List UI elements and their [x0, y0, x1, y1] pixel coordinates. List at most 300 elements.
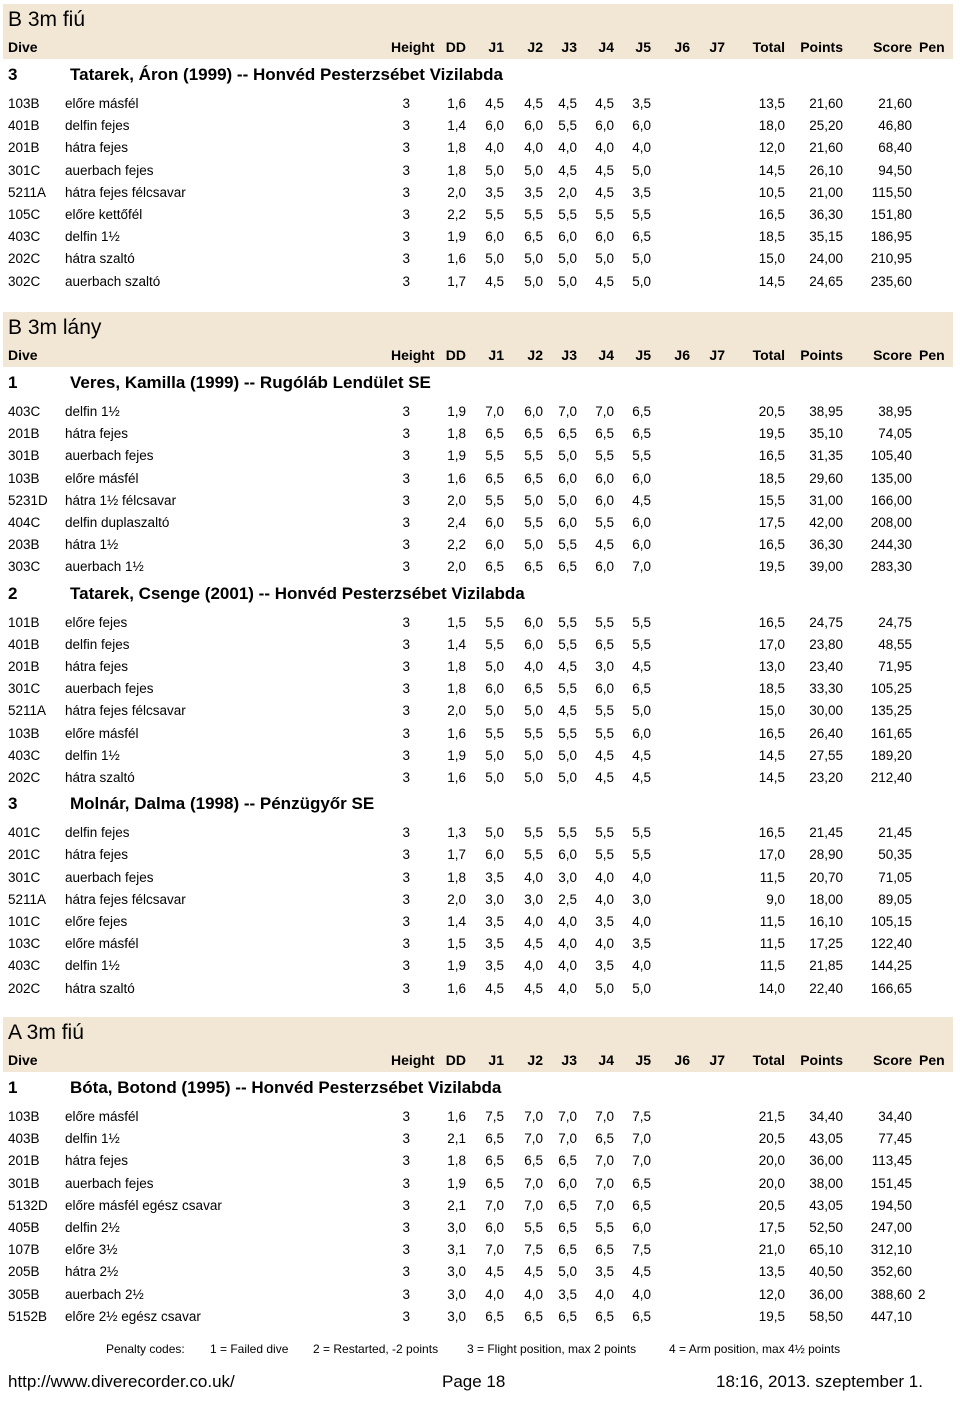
judge-4: 4,0: [595, 140, 614, 156]
judge-4: 4,5: [595, 770, 614, 785]
dd: 2,4: [447, 515, 466, 530]
judge-4: 6,0: [595, 681, 614, 697]
judge-4: 5,5: [595, 207, 614, 222]
score: 46,80: [878, 118, 912, 134]
height: 3: [402, 448, 410, 464]
judge-3: 7,0: [558, 404, 577, 419]
header-j2: J2: [527, 39, 543, 55]
judge-4: 6,5: [595, 636, 614, 652]
table-header: [3, 1048, 953, 1072]
judge-1: 5,5: [485, 492, 504, 508]
header-j3: J3: [561, 39, 577, 55]
judge-4: 7,0: [595, 1197, 614, 1213]
dive-row: [0, 844, 960, 866]
score: 71,05: [878, 869, 912, 885]
dive-row: [0, 271, 960, 293]
judge-5: 4,5: [632, 659, 651, 674]
judge-2: 7,5: [524, 1242, 543, 1258]
dd: 3,0: [447, 1220, 466, 1235]
total: 11,5: [759, 936, 785, 952]
dd: 1,8: [447, 659, 466, 674]
height: 3: [402, 426, 410, 442]
dive-description: előre másfél: [65, 725, 139, 741]
competitor-rank: 3: [8, 65, 18, 84]
points: 28,90: [809, 847, 843, 863]
total: 15,0: [758, 703, 785, 719]
dd: 1,6: [447, 980, 466, 996]
judge-5: 6,0: [632, 537, 651, 553]
judge-5: 4,5: [632, 1264, 651, 1280]
judge-3: 4,5: [558, 703, 577, 719]
judge-5: 6,5: [632, 681, 651, 697]
judge-4: 7,0: [595, 404, 614, 419]
judge-3: 4,5: [558, 162, 577, 178]
judge-4: 6,5: [595, 426, 614, 442]
dd: 1,7: [447, 273, 466, 289]
dd: 2,0: [447, 184, 466, 200]
total: 20,0: [758, 1153, 785, 1169]
judge-3: 6,5: [558, 559, 577, 575]
section-title: B 3m fiú: [3, 4, 953, 35]
score: 122,40: [870, 936, 912, 952]
dive-code: 5231D: [8, 492, 48, 508]
dive-description: auerbach fejes: [65, 869, 154, 885]
dive-code: 202C: [8, 251, 41, 267]
height: 3: [402, 229, 410, 245]
judge-5: 6,5: [632, 426, 651, 442]
dd: 2,0: [447, 891, 466, 907]
dive-code: 103B: [8, 96, 40, 111]
dive-code: 301C: [8, 869, 41, 885]
judge-3: 6,0: [558, 229, 577, 245]
dive-code: 403C: [8, 747, 41, 763]
height: 3: [402, 659, 410, 674]
points: 18,00: [809, 891, 843, 907]
dive-description: hátra fejes: [65, 426, 129, 442]
points: 26,40: [809, 725, 843, 741]
dive-description: előre másfél: [65, 470, 139, 486]
dive-code: 103B: [8, 725, 40, 741]
total: 14,0: [758, 980, 785, 996]
judge-2: 5,0: [524, 537, 543, 553]
judge-5: 4,0: [632, 1286, 651, 1302]
points: 31,00: [809, 492, 843, 508]
height: 3: [402, 681, 410, 697]
dive-description: hátra fejes: [65, 1153, 129, 1169]
header-j7: J7: [709, 1052, 725, 1068]
dive-description: auerbach fejes: [65, 162, 154, 178]
dive-row: [0, 612, 960, 634]
dive-description: delfin 1½: [65, 229, 120, 245]
header-j1: J1: [488, 39, 504, 55]
judge-3: 3,5: [558, 1286, 577, 1302]
judge-2: 4,0: [524, 659, 543, 674]
judge-4: 7,0: [595, 1175, 614, 1191]
judge-2: 6,0: [524, 118, 543, 134]
judge-3: 7,0: [558, 1131, 577, 1147]
dive-code: 401B: [8, 636, 40, 652]
dive-description: előre másfél: [65, 96, 139, 111]
judge-4: 4,5: [595, 162, 614, 178]
dive-code: 301B: [8, 448, 40, 464]
total: 14,5: [758, 273, 785, 289]
judge-5: 3,0: [632, 891, 651, 907]
dive-code: 201B: [8, 140, 40, 156]
dive-row: [0, 1306, 960, 1328]
judge-5: 5,0: [632, 703, 651, 719]
judge-2: 7,0: [524, 1197, 543, 1213]
judge-4: 5,5: [595, 825, 614, 841]
points: 21,45: [809, 825, 843, 841]
dd: 1,6: [447, 1109, 466, 1124]
header-j6: J6: [674, 1052, 690, 1068]
header-j3: J3: [561, 1052, 577, 1068]
dive-description: hátra 1½ félcsavar: [65, 492, 177, 508]
judge-2: 3,0: [524, 891, 543, 907]
judge-5: 6,5: [632, 229, 651, 245]
competitor-name: Bóta, Botond (1995) -- Honvéd Pesterzsébet Vizilabda: [70, 1078, 502, 1097]
dive-row: [0, 867, 960, 889]
dive-description: auerbach 1½: [65, 559, 144, 575]
judge-4: 6,0: [595, 229, 614, 245]
score: 77,45: [878, 1131, 912, 1147]
score: 34,40: [878, 1109, 912, 1124]
judge-1: 6,5: [485, 559, 504, 575]
header-score: Score: [873, 1052, 912, 1068]
dive-code: 401B: [8, 118, 40, 134]
header-total: Total: [752, 39, 785, 55]
judge-3: 2,5: [558, 891, 577, 907]
points: 36,30: [809, 537, 843, 553]
dive-code: 305B: [8, 1286, 40, 1302]
judge-3: 5,0: [558, 1264, 577, 1280]
total: 16,5: [758, 725, 785, 741]
judge-1: 5,5: [485, 725, 504, 741]
judge-4: 4,0: [595, 1286, 614, 1302]
dive-code: 401C: [8, 825, 41, 841]
judge-3: 6,0: [558, 847, 577, 863]
dive-description: auerbach fejes: [65, 681, 154, 697]
judge-5: 3,5: [632, 184, 651, 200]
total: 19,5: [758, 1308, 785, 1324]
dive-row: [0, 512, 960, 534]
dive-code: 5211A: [8, 703, 47, 719]
dive-description: delfin 1½: [65, 1131, 120, 1147]
dive-code: 302C: [8, 273, 41, 289]
score: 151,45: [870, 1175, 912, 1191]
height: 3: [402, 1286, 410, 1302]
dive-row: [0, 1239, 960, 1261]
dd: 1,6: [447, 470, 466, 486]
judge-2: 6,5: [524, 1308, 543, 1324]
judge-5: 6,0: [632, 515, 651, 530]
judge-1: 5,5: [485, 636, 504, 652]
dive-description: delfin fejes: [65, 825, 130, 841]
height: 3: [402, 559, 410, 575]
competitor-name: Tatarek, Áron (1999) -- Honvéd Pesterzsébet Vizilabda: [70, 65, 504, 84]
dive-code: 403B: [8, 1131, 40, 1147]
judge-5: 4,5: [632, 747, 651, 763]
dive-code: 405B: [8, 1220, 40, 1235]
total: 21,0: [758, 1242, 785, 1258]
score: 244,30: [870, 537, 912, 553]
dive-row: [0, 248, 960, 270]
dive-description: auerbach fejes: [65, 1175, 154, 1191]
total: 13,5: [758, 1264, 785, 1280]
dd: 1,6: [447, 96, 466, 111]
points: 39,00: [809, 559, 843, 575]
total: 15,5: [758, 492, 785, 508]
judge-4: 5,5: [595, 1220, 614, 1235]
judge-1: 4,5: [485, 1264, 504, 1280]
dive-row: [0, 678, 960, 700]
dive-row: [0, 423, 960, 445]
dive-row: [0, 160, 960, 182]
judge-1: 6,5: [485, 1175, 504, 1191]
dive-row: [0, 468, 960, 490]
judge-4: 5,0: [595, 251, 614, 267]
total: 16,5: [758, 537, 785, 553]
judge-5: 4,5: [632, 492, 651, 508]
dive-row: [0, 182, 960, 204]
score: 105,15: [870, 914, 912, 929]
height: 3: [402, 936, 410, 952]
total: 15,0: [758, 251, 785, 267]
judge-2: 7,0: [524, 1131, 543, 1147]
dive-code: 301C: [8, 162, 41, 178]
judge-3: 5,5: [558, 681, 577, 697]
judge-2: 6,0: [524, 614, 543, 630]
judge-5: 6,5: [632, 1175, 651, 1191]
section-title: B 3m lány: [3, 312, 953, 343]
height: 3: [402, 636, 410, 652]
dive-row: [0, 955, 960, 977]
dive-description: delfin 1½: [65, 747, 120, 763]
judge-2: 7,0: [524, 1175, 543, 1191]
penalty-code-3: 3 = Flight position, max 2 points: [467, 1342, 637, 1356]
penalty-code-4: 4 = Arm position, max 4½ points: [669, 1342, 841, 1356]
points: 38,00: [809, 1175, 843, 1191]
height: 3: [402, 118, 410, 134]
height: 3: [402, 184, 410, 200]
judge-5: 6,0: [632, 1220, 651, 1235]
judge-4: 3,5: [595, 958, 614, 974]
points: 52,50: [809, 1220, 843, 1235]
judge-5: 6,0: [632, 725, 651, 741]
dd: 2,1: [447, 1197, 466, 1213]
judge-2: 5,5: [524, 207, 543, 222]
judge-1: 5,5: [485, 614, 504, 630]
points: 23,80: [809, 636, 843, 652]
height: 3: [402, 251, 410, 267]
judge-1: 3,5: [485, 914, 504, 929]
dd: 2,0: [447, 559, 466, 575]
total: 19,5: [758, 559, 785, 575]
judge-1: 6,5: [485, 1131, 504, 1147]
judge-1: 6,0: [485, 118, 504, 134]
dive-row: [0, 1195, 960, 1217]
dive-row: [0, 204, 960, 226]
height: 3: [402, 404, 410, 419]
height: 3: [402, 470, 410, 486]
dive-row: [0, 1173, 960, 1195]
total: 17,5: [758, 1220, 785, 1235]
page-footer: [0, 1372, 960, 1396]
dive-row: [0, 445, 960, 467]
header-dive: Dive: [8, 39, 38, 55]
score: 189,20: [870, 747, 912, 763]
dive-row: [0, 1261, 960, 1283]
dive-code: 201B: [8, 1153, 40, 1169]
judge-3: 4,0: [558, 914, 577, 929]
judge-3: 6,5: [558, 1197, 577, 1213]
height: 3: [402, 96, 410, 111]
score: 166,65: [870, 980, 912, 996]
score: 283,30: [870, 559, 912, 575]
dive-code: 303C: [8, 559, 41, 575]
height: 3: [402, 1109, 410, 1124]
judge-3: 6,5: [558, 426, 577, 442]
total: 11,5: [759, 869, 785, 885]
score: 212,40: [870, 770, 912, 785]
dive-row: [0, 822, 960, 844]
dive-code: 103C: [8, 936, 41, 952]
points: 22,40: [809, 980, 843, 996]
dd: 1,8: [447, 426, 466, 442]
judge-5: 7,5: [632, 1109, 651, 1124]
judge-4: 5,5: [595, 614, 614, 630]
judge-3: 4,5: [558, 659, 577, 674]
competitor-name: Molnár, Dalma (1998) -- Pénzügyőr SE: [70, 794, 375, 814]
judge-5: 5,5: [632, 847, 651, 863]
dive-code: 403C: [8, 404, 41, 419]
judge-2: 5,5: [524, 825, 543, 841]
height: 3: [402, 614, 410, 630]
table-header: [3, 35, 953, 59]
judge-4: 6,0: [595, 559, 614, 575]
judge-1: 5,5: [485, 448, 504, 464]
height: 3: [402, 140, 410, 156]
dive-row: [0, 933, 960, 955]
judge-2: 5,0: [524, 703, 543, 719]
header-score: Score: [873, 347, 912, 363]
judge-4: 4,0: [595, 891, 614, 907]
dive-code: 5132D: [8, 1197, 48, 1213]
judge-5: 6,5: [632, 1197, 651, 1213]
score: 312,10: [870, 1242, 912, 1258]
judge-2: 6,5: [524, 681, 543, 697]
header-j1: J1: [488, 347, 504, 363]
score: 210,95: [870, 251, 912, 267]
header-j4: J4: [598, 39, 614, 55]
dd: 3,1: [447, 1242, 466, 1258]
dive-code: 101B: [8, 614, 40, 630]
judge-4: 4,5: [595, 96, 614, 111]
dive-code: 301C: [8, 681, 41, 697]
height: 3: [402, 1131, 410, 1147]
header-j2: J2: [527, 1052, 543, 1068]
dive-code: 201B: [8, 426, 40, 442]
judge-3: 6,0: [558, 515, 577, 530]
dive-description: hátra szaltó: [65, 980, 135, 996]
total: 17,0: [758, 847, 785, 863]
points: 35,10: [809, 426, 843, 442]
judge-2: 7,0: [524, 1109, 543, 1124]
header-j4: J4: [598, 1052, 614, 1068]
height: 3: [402, 1220, 410, 1235]
score: 151,80: [870, 207, 912, 222]
judge-5: 5,5: [632, 636, 651, 652]
judge-5: 6,5: [632, 404, 651, 419]
dive-row: [0, 556, 960, 578]
judge-5: 4,5: [632, 770, 651, 785]
section-title: A 3m fiú: [3, 1017, 953, 1048]
judge-1: 6,0: [485, 515, 504, 530]
header-j3: J3: [561, 347, 577, 363]
total: 18,5: [758, 229, 785, 245]
height: 3: [402, 1242, 410, 1258]
height: 3: [402, 825, 410, 841]
dive-code: 5211A: [8, 184, 47, 200]
dive-description: hátra fejes félcsavar: [65, 703, 186, 719]
dive-description: delfin 2½: [65, 1220, 120, 1235]
dive-description: hátra fejes félcsavar: [65, 184, 186, 200]
total: 11,5: [759, 958, 785, 974]
score: 144,25: [870, 958, 912, 974]
judge-1: 7,0: [485, 1242, 504, 1258]
score: 194,50: [870, 1197, 912, 1213]
header-dd: DD: [445, 1052, 466, 1068]
points: 24,00: [809, 251, 843, 267]
total: 11,5: [759, 914, 785, 929]
penalty-code-1: 1 = Failed dive: [210, 1342, 289, 1356]
judge-5: 5,5: [632, 207, 651, 222]
total: 16,5: [758, 448, 785, 464]
header-height: Height: [391, 1052, 435, 1068]
dd: 1,9: [447, 229, 466, 245]
header-total: Total: [752, 347, 785, 363]
total: 18,5: [758, 681, 785, 697]
total: 18,0: [758, 118, 785, 134]
judge-4: 5,5: [595, 515, 614, 530]
judge-4: 4,5: [595, 184, 614, 200]
judge-5: 7,0: [632, 1153, 651, 1169]
dd: 1,9: [447, 1175, 466, 1191]
score: 71,95: [878, 659, 912, 674]
judge-2: 4,0: [524, 914, 543, 929]
header-j6: J6: [674, 347, 690, 363]
dive-code: 205B: [8, 1264, 40, 1280]
height: 3: [402, 1175, 410, 1191]
points: 21,85: [809, 958, 843, 974]
height: 3: [402, 1153, 410, 1169]
dive-description: hátra 1½: [65, 537, 119, 553]
judge-1: 4,0: [485, 140, 504, 156]
height: 3: [402, 958, 410, 974]
judge-2: 5,0: [524, 162, 543, 178]
total: 16,5: [758, 825, 785, 841]
score: 115,50: [871, 184, 912, 200]
footer-url[interactable]: http://www.diverecorder.co.uk/: [8, 1372, 235, 1391]
judge-2: 4,5: [524, 980, 543, 996]
judge-3: 5,0: [558, 273, 577, 289]
dd: 1,5: [447, 614, 466, 630]
height: 3: [402, 847, 410, 863]
header-j6: J6: [674, 39, 690, 55]
dd: 3,0: [447, 1264, 466, 1280]
judge-1: 7,0: [485, 404, 504, 419]
total: 14,5: [758, 747, 785, 763]
